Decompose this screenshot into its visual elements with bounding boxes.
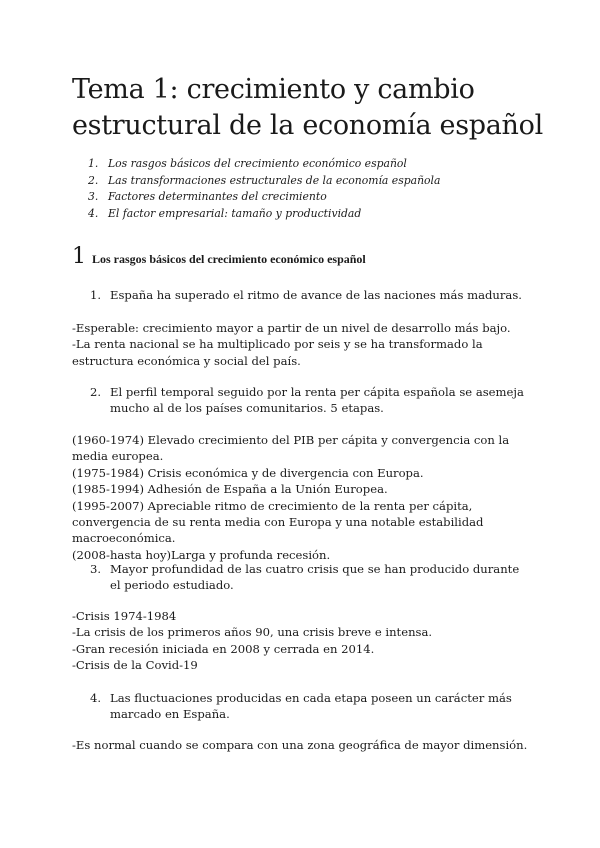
- paragraph-line: -La renta nacional se ha multiplicado por seis y se ha transformado la estructura económica y social del país.: [72, 337, 483, 368]
- numbered-point: [90, 287, 530, 303]
- paragraph-line: -Crisis 1974-1984: [72, 609, 177, 623]
- paragraph-line: -Esperable: crecimiento mayor a partir de un nivel de desarrollo más bajo.: [72, 321, 511, 335]
- toc-text: El factor empresarial: tamaño y productividad: [108, 206, 362, 220]
- paragraph-line: -Gran recesión iniciada en 2008 y cerrada en 2014.: [72, 641, 375, 656]
- paragraph-line: (1960-1974) Elevado crecimiento del PIB per cápita y convergencia con la media europea.: [72, 433, 510, 464]
- toc-text: Factores determinantes del crecimiento: [108, 190, 327, 203]
- toc-text: Las transformaciones estructurales de la economía española: [108, 173, 441, 187]
- point-text: España ha superado el ritmo de avance de las naciones más maduras.: [110, 288, 522, 302]
- paragraph-block: [72, 737, 542, 753]
- toc-item: [88, 189, 440, 206]
- paragraph-line: -Es normal cuando se compara con una zona geográfica de mayor dimensión.: [72, 738, 528, 752]
- point-number: 2.: [90, 385, 102, 399]
- document-title: Tema 1: crecimiento y cambio estructural de la economía español: [72, 74, 543, 141]
- numbered-point: [90, 561, 530, 594]
- point-number: 3.: [90, 562, 102, 576]
- toc-item: [88, 206, 440, 223]
- paragraph-line: (1995-2007) Apreciable ritmo de crecimiento de la renta per cápita, convergencia de su renta media con Europa y una notable estabilidad macroeconómica.: [72, 498, 484, 546]
- point-number: 4.: [90, 691, 102, 705]
- table-of-contents: [88, 156, 440, 222]
- paragraph-line: (2008-hasta hoy)Larga y profunda recesión.: [72, 547, 331, 562]
- point-number: 1.: [90, 288, 102, 302]
- toc-item: [88, 156, 440, 173]
- section-number: 1: [72, 244, 86, 269]
- point-text: Las fluctuaciones producidas en cada etapa poseen un carácter más marcado en España.: [110, 691, 512, 722]
- toc-number: 3.: [88, 190, 99, 203]
- paragraph-line: (1975-1984) Crisis económica y de divergencia con Europa.: [72, 465, 424, 480]
- numbered-point: [90, 384, 530, 417]
- toc-text: Los rasgos básicos del crecimiento económico español: [108, 157, 407, 170]
- paragraph-line: -La crisis de los primeros años 90, una crisis breve e intensa.: [72, 625, 433, 640]
- toc-item: [88, 173, 440, 190]
- section-heading: [72, 244, 366, 269]
- paragraph-line: (1985-1994) Adhesión de España a la Unión Europea.: [72, 482, 388, 497]
- toc-number: 2.: [88, 173, 99, 187]
- toc-number: 4.: [88, 206, 99, 220]
- toc-number: 1.: [88, 157, 99, 170]
- point-text: Mayor profundidad de las cuatro crisis que se han producido durante el periodo estudiado.: [110, 562, 520, 593]
- paragraph-block: [72, 320, 542, 369]
- paragraph-block: [72, 608, 542, 674]
- numbered-point: [90, 690, 530, 723]
- paragraph-block: [72, 432, 542, 563]
- paragraph-line: -Crisis de la Covid-19: [72, 658, 198, 673]
- point-text: El perfil temporal seguido por la renta per cápita española se asemeja mucho al de los países comunitarios. 5 etapas.: [110, 385, 524, 416]
- section-title: Los rasgos básicos del crecimiento económico español: [92, 252, 366, 266]
